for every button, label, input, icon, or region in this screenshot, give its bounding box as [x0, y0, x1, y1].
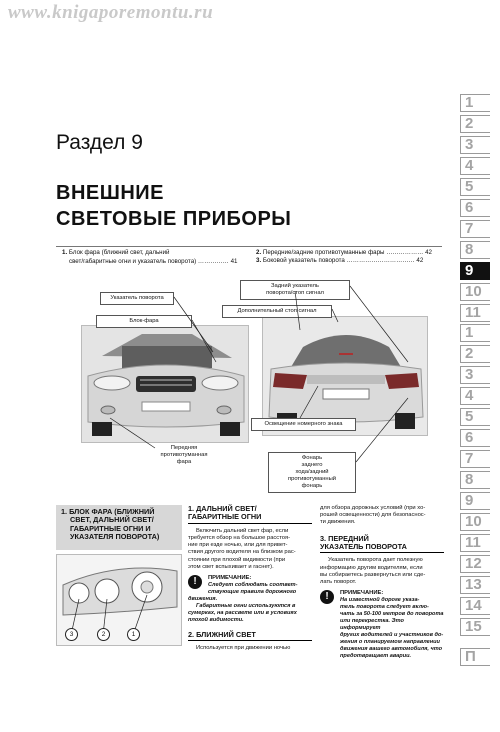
label-line: заднего — [301, 462, 323, 468]
chapter-tab-9[interactable]: 9 — [460, 492, 490, 510]
note-line: Следует соблюдать соответ- — [208, 582, 298, 589]
chapter-tab-12[interactable]: 12 — [460, 555, 490, 573]
subsection-1-title-line: УКАЗАТЕЛЯ ПОВОРОТА) — [70, 532, 160, 542]
chapter-tab-10[interactable]: 10 — [460, 283, 490, 301]
label-line: Передняя — [170, 445, 198, 451]
heading-high-beam: 1. ДАЛЬНИЙ СВЕТ/ — [188, 504, 257, 513]
note-line: плохой видимости. — [188, 616, 244, 623]
site-watermark: www.knigaporemontu.ru — [8, 2, 214, 23]
toc-num: 1. — [62, 249, 68, 256]
toc-page: 42 — [425, 249, 432, 256]
chapter-title-line1: ВНЕШНИЕ — [56, 182, 164, 204]
note-line: ствующие правила дорожного — [208, 589, 297, 596]
paragraph-line: лать поворот. — [320, 579, 357, 586]
chapter-tab-6[interactable]: 6 — [460, 199, 490, 217]
note-line: На известной дороге указа- — [340, 597, 420, 604]
chapter-tab-7[interactable]: 7 — [460, 220, 490, 238]
chapter-tab-1[interactable]: 1 — [460, 324, 490, 342]
paragraph-line: ние при езде ночью, или для привет- — [188, 542, 288, 549]
column-high-beam — [188, 505, 312, 652]
note-line: жения о планируемом направлении — [340, 638, 440, 645]
toc-text: Блок фара (ближний свет, дальний — [68, 249, 170, 256]
chapter-tab-5[interactable]: 5 — [460, 408, 490, 426]
warning-icon: ! — [320, 590, 334, 604]
label-line: Фонарь — [301, 455, 323, 461]
chapter-tab-8[interactable]: 8 — [460, 471, 490, 489]
toc-num: 2. — [256, 249, 262, 256]
chapter-tab-3[interactable]: 3 — [460, 136, 490, 154]
chapter-tab-2[interactable]: 2 — [460, 345, 490, 363]
label-line: поворота/стоп сигнал — [266, 290, 324, 296]
toc-num: 3. — [256, 257, 262, 264]
subsection-1-title-line: СВЕТ, ДАЛЬНИЙ СВЕТ/ — [70, 515, 154, 525]
paragraph-line: вы собираетесь развернуться или сде- — [320, 571, 426, 578]
label-line: фонарь — [301, 483, 323, 489]
chapter-tab-11[interactable]: 11 — [460, 304, 490, 322]
callout-2: 2 — [97, 628, 110, 641]
note-line: сумерках, на рассвете или в условиях — [188, 609, 297, 616]
note-title: ПРИМЕЧАНИЕ: — [340, 590, 384, 597]
note-turn-indicator — [320, 590, 444, 659]
chapter-tab-6[interactable]: 6 — [460, 429, 490, 447]
chapter-tab-appendix[interactable]: П — [460, 648, 490, 666]
toc-text: Боковой указатель поворота — [262, 257, 345, 264]
chapter-tab-11[interactable]: 11 — [460, 534, 490, 552]
paragraph-line: ствия другого водителя на близком рас- — [188, 549, 296, 556]
subsection-1-heading — [56, 505, 182, 550]
note-line: других водителей и участников до- — [340, 631, 444, 638]
chapter-tab-5[interactable]: 5 — [460, 178, 490, 196]
chapter-tab-7[interactable]: 7 — [460, 450, 490, 468]
column-turn-indicator — [320, 505, 444, 660]
note-line: движения вашего автомобиля, что — [340, 645, 443, 652]
chapter-tab-15[interactable]: 15 — [460, 618, 490, 636]
chapter-tab-9-active[interactable]: 9 — [460, 262, 490, 280]
note-title: ПРИМЕЧАНИЕ: — [208, 575, 252, 582]
note-high-beam — [188, 575, 312, 624]
toc-item-1[interactable]: 1. Блок фара (ближний свет, дальний свет/габаритные огни и указатель поворота) …………… 41 — [62, 249, 238, 265]
subsection-1-title-line: 1. БЛОК ФАРА (БЛИЖНИЙ — [61, 507, 155, 516]
toc-page: 42 — [416, 257, 424, 264]
chapter-tabs-bottom — [460, 324, 490, 669]
paragraph-line: рошей освещенности) для безопаснос- — [320, 512, 426, 519]
paragraph-line: для обзора дорожных условий (при хо- — [320, 505, 426, 511]
toc-text: Передние/задние противотуманные фары — [262, 249, 385, 256]
note-line: Габаритные огни используются в — [196, 602, 296, 609]
note-line: предотвращает аварии. — [340, 652, 412, 659]
chapter-tab-1[interactable]: 1 — [460, 94, 490, 112]
note-line: или перекрестка. Это информирует — [340, 618, 404, 632]
label-headlamp: Блок-фара — [96, 315, 192, 328]
note-line: чать за 50-100 метров до поворота — [340, 611, 444, 618]
heading-front-turn: 3. ПЕРЕДНИЙ — [320, 533, 369, 543]
heading-low-beam: 2. БЛИЖНИЙ СВЕТ — [188, 631, 312, 641]
heading-front-turn-line2: УКАЗАТЕЛЬ ПОВОРОТА — [320, 543, 444, 553]
paragraph-line: Включить дальний свет фар, если — [196, 527, 289, 534]
chapter-tab-8[interactable]: 8 — [460, 241, 490, 259]
chapter-tab-3[interactable]: 3 — [460, 366, 490, 384]
toc-page: 41 — [230, 257, 238, 265]
paragraph-line: ти движения. — [320, 519, 356, 526]
chapter-tab-4[interactable]: 4 — [460, 157, 490, 175]
callout-1: 1 — [127, 628, 140, 641]
section-title: Раздел 9 — [56, 131, 143, 154]
note-line: движения. — [188, 596, 218, 603]
paragraph-line: стоянии при плохой видимости (при — [188, 556, 286, 563]
headlamp-photo — [56, 554, 182, 646]
chapter-tabs-top — [460, 94, 490, 325]
chapter-tab-2[interactable]: 2 — [460, 115, 490, 133]
label-line: противотуманный — [287, 476, 337, 482]
label-turn-indicator: Указатель поворота — [100, 292, 174, 305]
label-plate-light: Освещение номерного знака — [251, 418, 356, 431]
callout-3: 3 — [65, 628, 78, 641]
label-line: Задний указатель — [271, 283, 319, 289]
label-line: противотуманная — [160, 452, 208, 458]
paragraph-line: Указатель поворота дает полезную — [328, 557, 423, 564]
label-line: хода/задний — [295, 469, 329, 475]
chapter-tab-4[interactable]: 4 — [460, 387, 490, 405]
paragraph-line: Используется при движении ночью — [196, 645, 291, 652]
chapter-tab-13[interactable]: 13 — [460, 576, 490, 594]
paragraph-line: этом свет вспыхивает и гаснет). — [188, 563, 274, 570]
paragraph-line: требуется обзор на большое расстоя- — [188, 535, 291, 542]
toc-item-3[interactable]: 3. Боковой указатель поворота …………………………… 42 — [256, 257, 424, 264]
warning-icon: ! — [188, 575, 202, 589]
paragraph-line: информацию другим водителям, если — [320, 564, 423, 571]
label-extra-stop: Дополнительный стоп сигнал — [222, 305, 332, 318]
subsection-1-title-line: ГАБАРИТНЫЕ ОГНИ И — [70, 523, 151, 533]
chapter-title-line2: СВЕТОВЫЕ ПРИБОРЫ — [56, 208, 292, 230]
toc-text: свет/габаритные огни и указатель поворота) — [69, 257, 197, 265]
label-line: фара — [176, 459, 192, 465]
chapter-tab-10[interactable]: 10 — [460, 513, 490, 531]
heading-high-beam-line2: ГАБАРИТНЫЕ ОГНИ — [188, 513, 312, 523]
chapter-tab-14[interactable]: 14 — [460, 597, 490, 615]
note-line: тель поворота следует вклю- — [340, 604, 429, 611]
toc-item-2[interactable]: 2. Передние/задние противотуманные фары ……………… 42 — [256, 249, 432, 256]
